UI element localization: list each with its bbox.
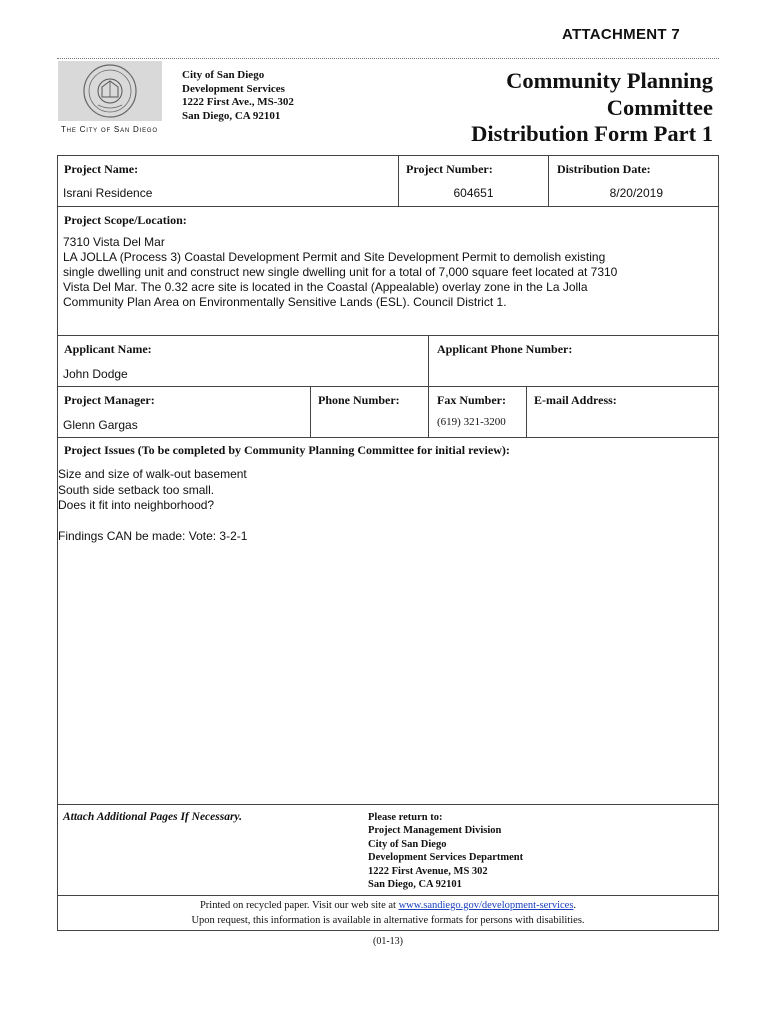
issue-line: Does it fit into neighborhood?	[58, 498, 215, 512]
applicant-phone-field[interactable]	[437, 367, 687, 381]
return-line: 1222 First Avenue, MS 302	[368, 865, 488, 877]
phone-number-field[interactable]	[318, 418, 418, 432]
project-name-field[interactable]: Israni Residence	[63, 186, 153, 200]
return-line: City of San Diego	[368, 838, 447, 850]
scope-line: single dwelling unit and construct new single dwelling unit for a total of 7,000 square feet located at 7310	[63, 265, 618, 279]
distribution-date-field[interactable]: 8/20/2019	[609, 186, 663, 200]
footer-text: Printed on recycled paper. Visit our web site at	[199, 900, 399, 911]
divider	[310, 386, 311, 438]
seal-caption: The City of San Diego	[61, 125, 158, 134]
return-line: Development Services Department	[368, 852, 524, 864]
footer-text: .	[573, 900, 577, 911]
city-seal-icon	[58, 61, 162, 121]
footer-notice	[57, 898, 719, 928]
fax-number-label: Fax Number:	[437, 393, 506, 407]
project-issues-field[interactable]	[58, 467, 698, 545]
form-code: (01-13)	[373, 936, 403, 947]
project-name-label: Project Name:	[64, 162, 139, 176]
phone-number-label: Phone Number:	[318, 393, 400, 407]
issue-line	[58, 514, 698, 530]
applicant-name-field[interactable]: John Dodge	[63, 367, 128, 381]
footer-line-1	[57, 898, 719, 913]
website-link[interactable]: www.sandiego.gov/development-services	[398, 900, 574, 911]
fax-number-field[interactable]: (619) 321-3200	[437, 416, 506, 428]
project-issues-label: Project Issues (To be completed by Community Planning Committee for initial review):	[64, 443, 510, 457]
issue-line: Findings CAN be made: Vote: 3-2-1	[58, 529, 248, 543]
attachment-label: ATTACHMENT 7	[561, 26, 680, 43]
scope-line: LA JOLLA (Process 3) Coastal Development Permit and Site Development Permit to demolish existing	[63, 250, 606, 264]
scope-line: Community Plan Area on Environmentally Sensitive Lands (ESL). Council District 1.	[63, 295, 507, 309]
project-number-field[interactable]: 604651	[453, 186, 494, 200]
address-line: City of San Diego	[182, 69, 265, 81]
department-address	[182, 69, 294, 123]
scope-line: Vista Del Mar. The 0.32 acre site is located in the Coastal (Appealable) overlay zone in the La Jolla	[63, 280, 588, 294]
return-line: Project Management Division	[368, 825, 502, 837]
address-line: San Diego, CA 92101	[182, 109, 281, 122]
issue-line: South side setback too small.	[58, 482, 215, 497]
address-line: Development Services	[182, 82, 285, 95]
email-address-label: E-mail Address:	[534, 393, 617, 407]
project-scope-field[interactable]	[63, 235, 703, 310]
project-manager-label: Project Manager:	[64, 393, 155, 407]
return-address	[368, 811, 523, 891]
applicant-phone-label: Applicant Phone Number:	[437, 342, 573, 356]
return-line: Please return to:	[368, 812, 443, 823]
project-manager-field[interactable]: Glenn Gargas	[63, 418, 138, 432]
scope-line: 7310 Vista Del Mar	[63, 235, 165, 249]
form-title	[471, 68, 713, 148]
email-address-field[interactable]	[534, 418, 704, 432]
issue-line: Size and size of walk-out basement	[58, 467, 247, 481]
project-number-label: Project Number:	[406, 162, 493, 176]
return-line: San Diego, CA 92101	[368, 879, 462, 891]
attach-pages-note: Attach Additional Pages If Necessary.	[63, 811, 242, 823]
city-seal-logo	[58, 61, 162, 121]
address-line: 1222 First Ave., MS-302	[182, 96, 294, 108]
form-title-line: Committee	[606, 94, 713, 120]
divider	[428, 335, 429, 387]
footer-line-2: Upon request, this information is available in alternative formats for persons with disabilities.	[191, 915, 585, 926]
distribution-date-label: Distribution Date:	[557, 162, 651, 176]
top-divider	[57, 58, 719, 59]
form-title-line: Community Planning	[506, 68, 713, 93]
divider	[428, 386, 429, 438]
applicant-name-label: Applicant Name:	[64, 342, 152, 356]
divider	[526, 386, 527, 438]
project-scope-label: Project Scope/Location:	[64, 213, 187, 227]
form-title-line: Distribution Form Part 1	[471, 121, 713, 146]
